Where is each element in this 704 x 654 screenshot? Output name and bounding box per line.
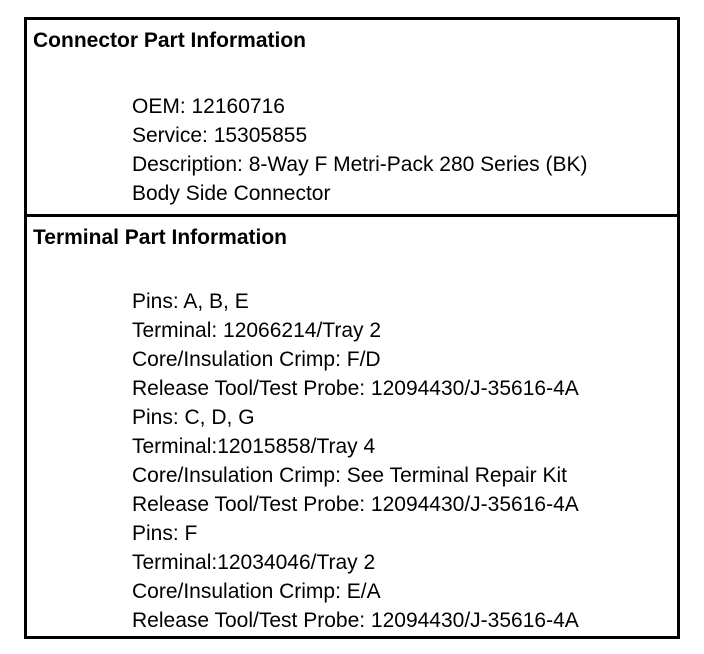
terminal-part-heading: Terminal Part Information — [33, 226, 287, 249]
terminal-pins-line: Pins: C, D, G — [132, 406, 255, 429]
terminal-number-line: Terminal: 12066214/Tray 2 — [132, 319, 382, 342]
connector-service-line: Service: 15305855 — [132, 124, 308, 147]
terminal-release-tool-line: Release Tool/Test Probe: 12094430/J-35616-4A — [132, 377, 579, 400]
connector-info-table — [24, 17, 680, 639]
terminal-release-tool-line: Release Tool/Test Probe: 12094430/J-35616-4A — [132, 609, 579, 632]
terminal-crimp-line: Core/Insulation Crimp: F/D — [132, 348, 381, 371]
terminal-pins-line: Pins: F — [132, 522, 198, 545]
connector-part-heading: Connector Part Information — [33, 29, 307, 52]
connector-oem-line: OEM: 12160716 — [132, 95, 285, 118]
terminal-release-tool-line: Release Tool/Test Probe: 12094430/J-35616-4A — [132, 493, 579, 516]
terminal-part-section — [27, 217, 677, 636]
connector-description-line: Description: 8-Way F Metri-Pack 280 Series (BK) — [132, 153, 588, 176]
terminal-crimp-line: Core/Insulation Crimp: See Terminal Repair Kit — [132, 464, 567, 487]
terminal-number-line: Terminal:12015858/Tray 4 — [132, 435, 376, 458]
terminal-crimp-line: Core/Insulation Crimp: E/A — [132, 580, 381, 603]
connector-part-details — [132, 92, 588, 208]
connector-part-section — [27, 20, 677, 214]
connector-description-continued-line: Body Side Connector — [132, 182, 331, 205]
terminal-number-line: Terminal:12034046/Tray 2 — [132, 551, 376, 574]
terminal-part-details — [132, 287, 579, 635]
terminal-pins-line: Pins: A, B, E — [132, 290, 249, 313]
